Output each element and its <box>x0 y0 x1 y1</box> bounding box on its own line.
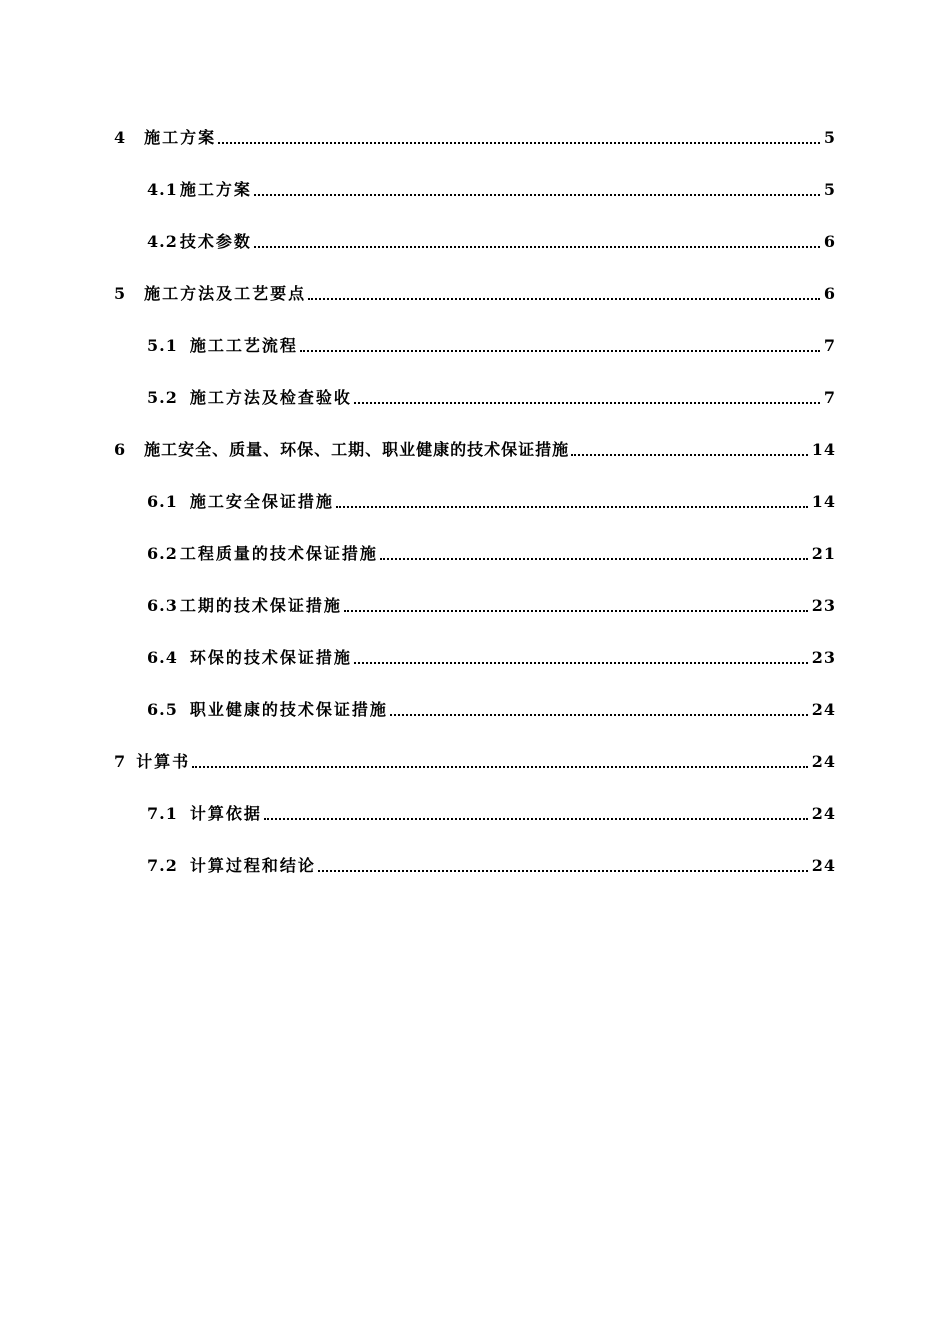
toc-entry-title: 工期的技术保证措施 <box>179 596 342 615</box>
toc-dot-leader <box>306 282 824 306</box>
toc-entry-title: 施工方法及工艺要点 <box>144 284 307 303</box>
toc-entry-number: 7 <box>114 752 127 771</box>
toc-entry-number: 6.4 <box>147 648 178 667</box>
toc-dot-leader <box>352 646 812 670</box>
toc-entry-5-2[interactable] <box>147 386 836 410</box>
toc-page-number: 23 <box>811 648 836 667</box>
toc-entry-title: 计算书 <box>136 752 191 771</box>
toc-page-number: 24 <box>811 856 836 875</box>
toc-dot-leader <box>342 594 812 618</box>
toc-entry-5-1[interactable] <box>147 334 836 358</box>
toc-entry-number: 4 <box>114 128 127 147</box>
toc-page-number: 24 <box>811 752 836 771</box>
toc-entry-label <box>147 646 352 670</box>
toc-entry-title: 技术参数 <box>179 232 252 251</box>
toc-entry-label <box>147 802 262 826</box>
toc-page-number: 14 <box>811 440 836 459</box>
toc-entry-number: 7.2 <box>147 856 178 875</box>
toc-entry-label <box>114 126 216 150</box>
toc-dot-leader <box>262 802 812 826</box>
toc-entry-title: 计算过程和结论 <box>189 856 316 875</box>
toc-dot-leader <box>378 542 812 566</box>
toc-page-number: 7 <box>823 336 836 355</box>
toc-entry-number: 6.3 <box>147 596 178 615</box>
toc-page-number: 6 <box>823 284 836 303</box>
toc-entry-6-1[interactable] <box>147 490 836 514</box>
toc-entry-6[interactable] <box>114 438 836 462</box>
toc-entry-7-2[interactable] <box>147 854 836 878</box>
toc-entry-title: 职业健康的技术保证措施 <box>189 700 388 719</box>
toc-dot-leader <box>334 490 812 514</box>
toc-dot-leader <box>298 334 824 358</box>
toc-entry-label <box>147 230 252 254</box>
toc-page-number: 6 <box>823 232 836 251</box>
toc-page-number: 14 <box>811 492 836 511</box>
toc-entry-number: 5.2 <box>147 388 178 407</box>
toc-page-number: 21 <box>811 544 836 563</box>
toc-entry-4-1[interactable] <box>147 178 836 202</box>
toc-entry-label <box>147 178 252 202</box>
toc-entry-title: 施工工艺流程 <box>189 336 298 355</box>
toc-entry-number: 6.2 <box>147 544 178 563</box>
toc-dot-leader <box>352 386 824 410</box>
toc-entry-number: 6.5 <box>147 700 178 719</box>
toc-entry-number: 6 <box>114 440 127 459</box>
toc-dot-leader <box>388 698 812 722</box>
toc-dot-leader <box>252 178 824 202</box>
toc-dot-leader <box>316 854 812 878</box>
toc-entry-title: 环保的技术保证措施 <box>189 648 352 667</box>
toc-page-number: 24 <box>811 700 836 719</box>
toc-page-number: 23 <box>811 596 836 615</box>
toc-entry-label <box>114 750 190 774</box>
toc-dot-leader <box>252 230 824 254</box>
toc-entry-label <box>147 594 342 618</box>
toc-page-number: 5 <box>823 180 836 199</box>
toc-entry-6-2[interactable] <box>147 542 836 566</box>
toc-entry-5[interactable] <box>114 282 836 306</box>
toc-entry-4-2[interactable] <box>147 230 836 254</box>
toc-entry-label <box>147 698 388 722</box>
toc-entry-number: 5.1 <box>147 336 178 355</box>
toc-entry-number: 7.1 <box>147 804 178 823</box>
toc-entry-title: 施工安全、质量、环保、工期、职业健康的技术保证措施 <box>144 440 570 459</box>
toc-entry-title: 工程质量的技术保证措施 <box>179 544 378 563</box>
toc-entry-6-3[interactable] <box>147 594 836 618</box>
toc-entry-7-1[interactable] <box>147 802 836 826</box>
toc-entry-4[interactable] <box>114 126 836 150</box>
toc-entry-label <box>147 490 334 514</box>
toc-entry-label <box>147 334 298 358</box>
toc-entry-title: 施工安全保证措施 <box>189 492 334 511</box>
toc-entry-title: 施工方案 <box>179 180 252 199</box>
toc-entry-label <box>114 438 569 462</box>
toc-dot-leader <box>216 126 824 150</box>
toc-dot-leader <box>190 750 812 774</box>
toc-entry-label <box>147 542 378 566</box>
toc-page-number: 7 <box>823 388 836 407</box>
toc-page-number: 5 <box>823 128 836 147</box>
toc-entry-title: 施工方案 <box>144 128 217 147</box>
toc-page-number: 24 <box>811 804 836 823</box>
toc-entry-number: 4.2 <box>147 232 178 251</box>
toc-entry-label <box>114 282 306 306</box>
toc-entry-number: 4.1 <box>147 180 178 199</box>
toc-dot-leader <box>569 438 812 462</box>
toc-entry-6-4[interactable] <box>147 646 836 670</box>
toc-entry-label <box>147 854 316 878</box>
toc-entry-number: 6.1 <box>147 492 178 511</box>
toc-entry-title: 施工方法及检查验收 <box>189 388 352 407</box>
toc-entry-7[interactable] <box>114 750 836 774</box>
toc-entry-number: 5 <box>114 284 127 303</box>
toc-entry-label <box>147 386 352 410</box>
toc-entry-title: 计算依据 <box>189 804 262 823</box>
toc-entry-6-5[interactable] <box>147 698 836 722</box>
